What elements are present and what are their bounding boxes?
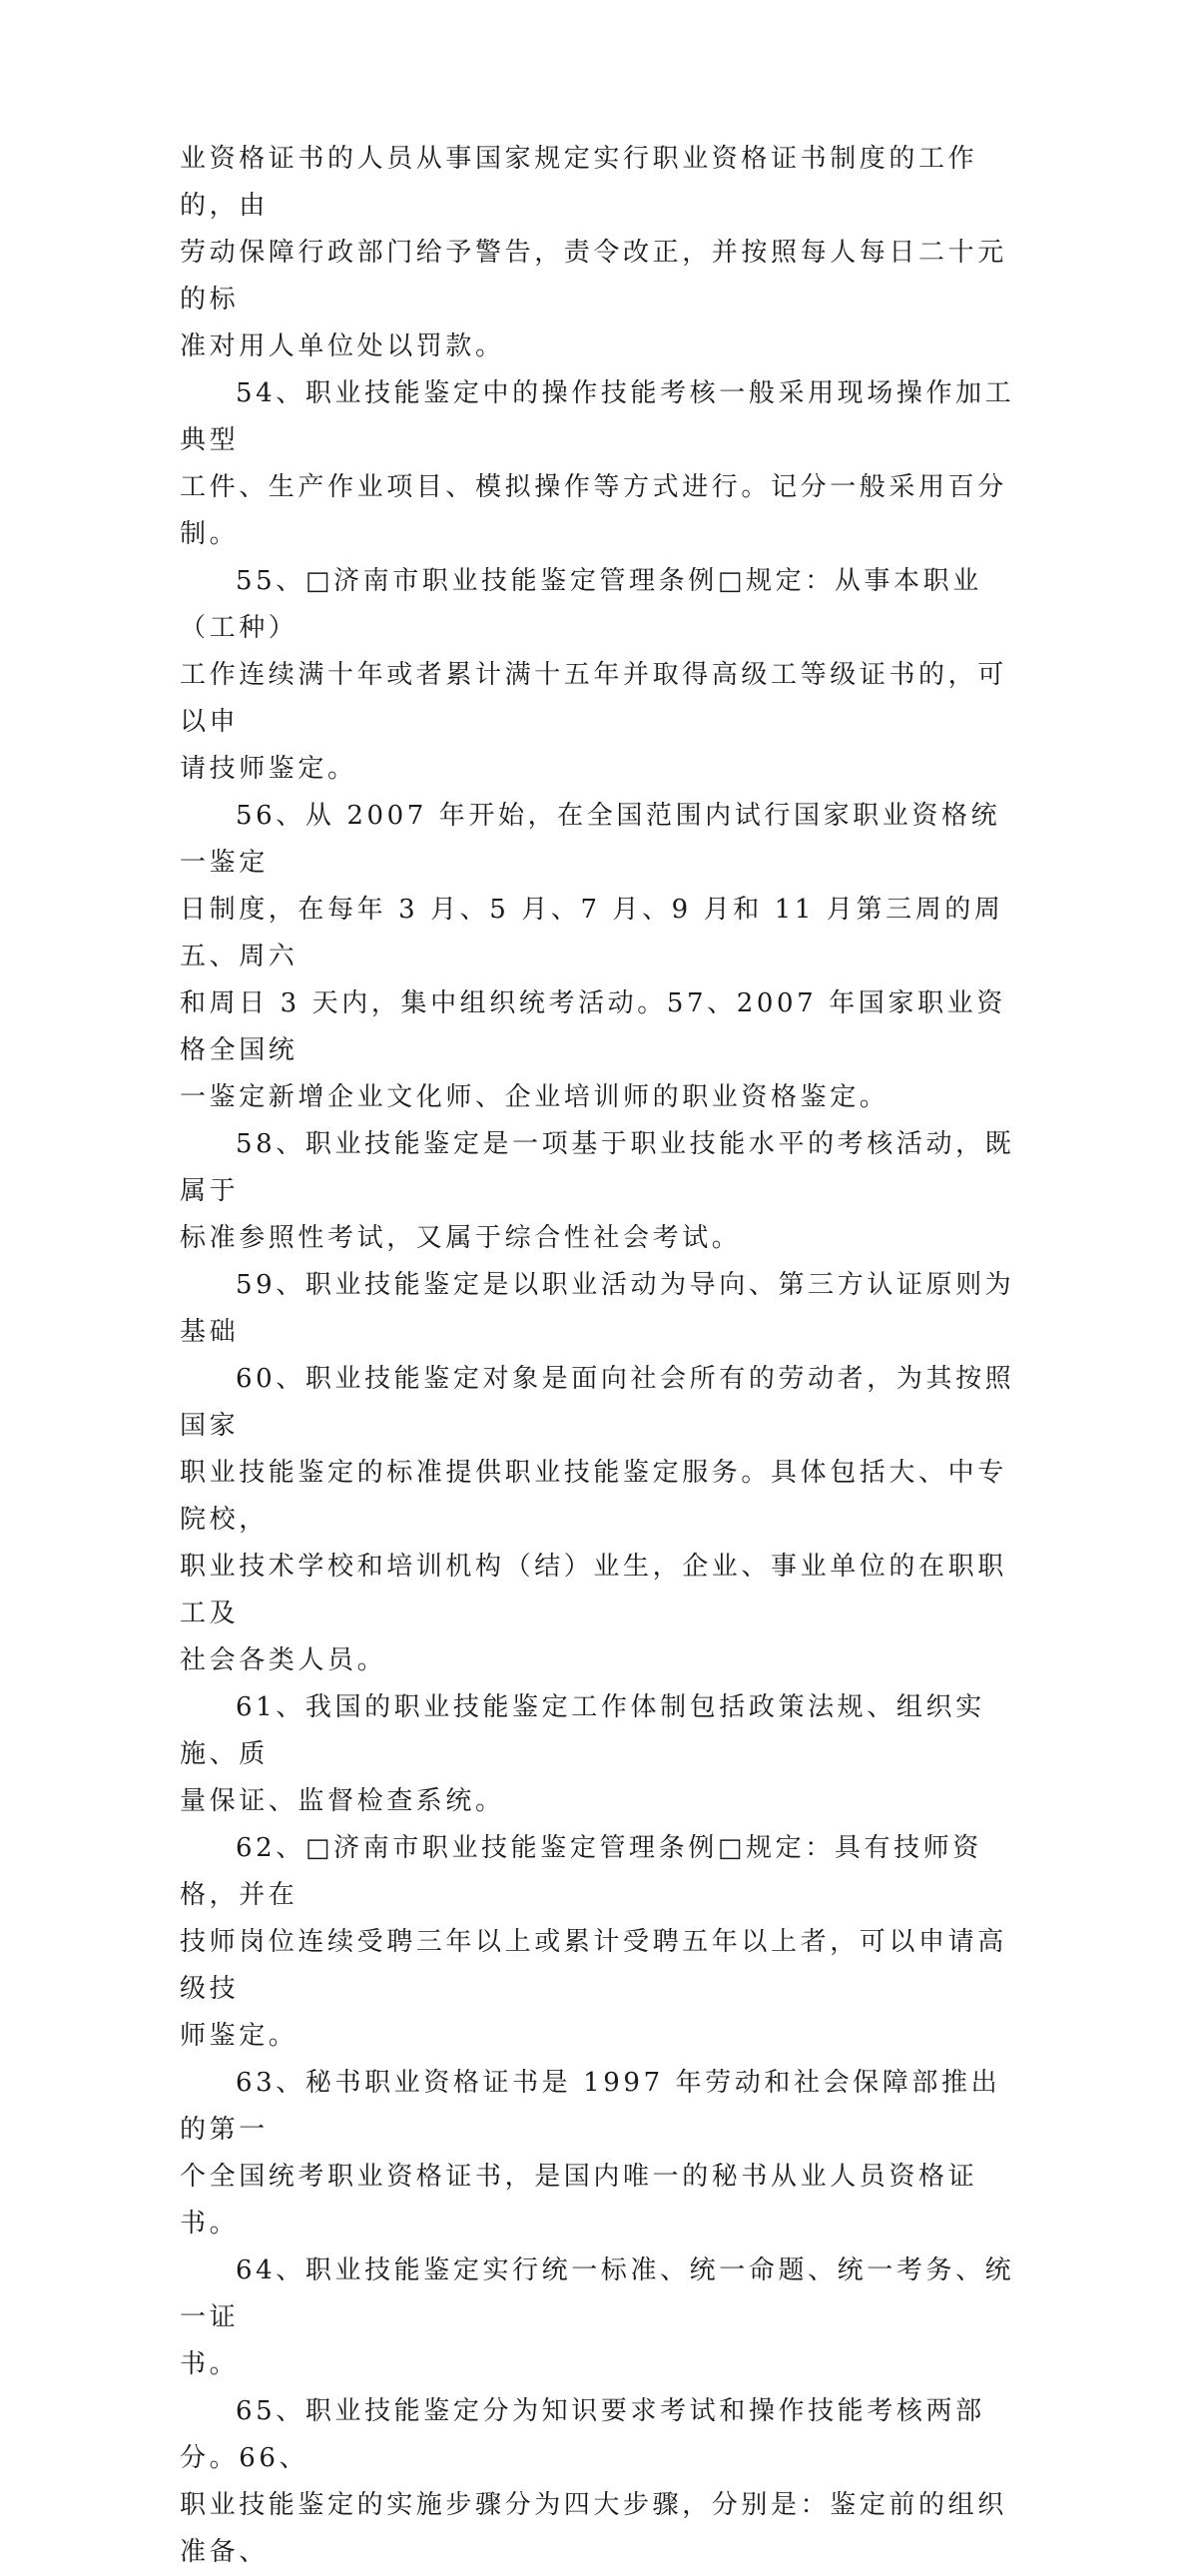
paragraph-64: 64、职业技能鉴定实行统一标准、统一命题、统一考务、统一证 书。 <box>180 2255 1015 2379</box>
paragraph-56-57: 56、从 2007 年开始，在全国范围内试行国家职业资格统一鉴定 日制度，在每年 3 月、5 月、7 月、9 月和 11 月第三周的周五、周六 和周日 3 天内，集中组织统考活动。57、2007 年国家职业资格全国统 一鉴定新增企业文化师、企业培训师的职业资格鉴定。 <box>180 801 1006 1112</box>
paragraph-60: 60、职业技能鉴定对象是面向社会所有的劳动者，为其按照国家 职业技能鉴定的标准提供职业技能鉴定服务。具体包括大、中专院校， 职业技术学校和培训机构（结）业生，企业、事业单位的在职职工及 社会各类人员。 <box>180 1364 1015 1675</box>
paragraph-63: 63、秘书职业资格证书是 1997 年劳动和社会保障部推出的第一 个全国统考职业资格证书，是国内唯一的秘书从业人员资格证书。 <box>180 2068 1001 2239</box>
paragraph-61: 61、我国的职业技能鉴定工作体制包括政策法规、组织实施、质 量保证、监督检查系统。 <box>180 1692 985 1816</box>
paragraph-continuation: 业资格证书的人员从事国家规定实行职业资格证书制度的工作的，由 劳动保障行政部门给予警告，责令改正，并按照每人每日二十元的标 准对用人单位处以罚款。 <box>180 144 1007 361</box>
document-body <box>180 136 1028 2576</box>
paragraph-55: 55、□济南市职业技能鉴定管理条例□规定：从事本职业（工种） 工作连续满十年或者累计满十五年并取得高级工等级证书的，可以申 请技师鉴定。 <box>180 566 1007 784</box>
paragraph-58: 58、职业技能鉴定是一项基于职业技能水平的考核活动，既属于 标准参照性考试，又属于综合性社会考试。 <box>180 1129 1015 1253</box>
paragraph-59: 59、职业技能鉴定是以职业活动为导向、第三方认证原则为基础 <box>180 1270 1015 1347</box>
paragraph-65-66: 65、职业技能鉴定分为知识要求考试和操作技能考核两部分。66、 职业技能鉴定的实施步骤分为四大步骤，分别是：鉴定前的组织准备、 <box>180 2396 1007 2567</box>
paragraph-62: 62、□济南市职业技能鉴定管理条例□规定：具有技师资格，并在 技师岗位连续受聘三年以上或累计受聘五年以上者，可以申请高级技 师鉴定。 <box>180 1833 1007 2051</box>
paragraph-54: 54、职业技能鉴定中的操作技能考核一般采用现场操作加工典型 工件、生产作业项目、模拟操作等方式进行。记分一般采用百分制。 <box>180 378 1015 549</box>
